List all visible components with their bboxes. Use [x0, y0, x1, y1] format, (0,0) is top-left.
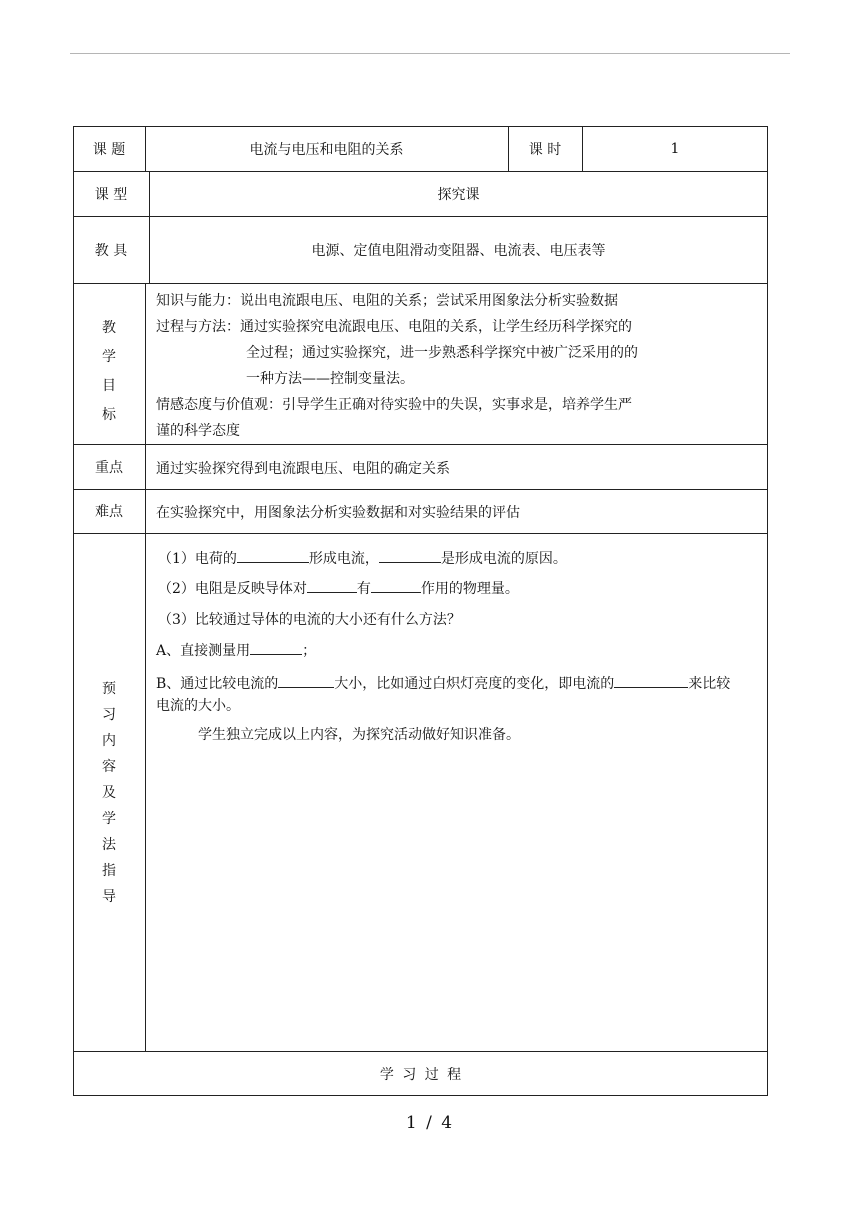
key-point-label: 重点: [95, 459, 123, 476]
difficulty-value: 在实验探究中，用图象法分析实验数据和对实验结果的评估: [156, 505, 520, 521]
answer-blank[interactable]: [379, 548, 441, 563]
row-divider: [73, 283, 768, 284]
header-rule: [70, 53, 790, 54]
row-divider: [73, 489, 768, 490]
preview-label-char: 法: [102, 837, 116, 853]
answer-blank[interactable]: [614, 673, 688, 688]
objective-knowledge: 知识与能力：说出电流跟电压、电阻的关系；尝试采用图象法分析实验数据: [156, 293, 618, 309]
lesson-type-value: 探究课: [437, 186, 480, 203]
row-divider: [73, 533, 768, 534]
preview-label-char: 习: [102, 707, 116, 723]
period-label: 课 时: [528, 141, 562, 158]
teaching-aids-label: 教 具: [94, 242, 128, 259]
lesson-type-label: 课 型: [94, 186, 128, 203]
key-point-value: 通过实验探究得到电流跟电压、电阻的确定关系: [156, 461, 450, 477]
answer-blank[interactable]: [278, 673, 334, 688]
objective-attitude-cont: 谨的科学态度: [156, 423, 240, 439]
preview-option-b-cont: 电流的大小。: [156, 698, 240, 714]
preview-label-char: 内: [102, 733, 116, 749]
objective-process-cont: 全过程；通过实验探究，进一步熟悉科学探究中被广泛采用的的: [246, 345, 638, 361]
row-divider: [73, 444, 768, 445]
page-number: 1 / 4: [405, 1113, 455, 1133]
preview-question-3: （3）比较通过导体的电流的大小还有什么方法？: [158, 612, 461, 628]
preview-note: 学生独立完成以上内容，为探究活动做好知识准备。: [198, 727, 520, 743]
objective-process: 过程与方法：通过实验探究电流跟电压、电阻的关系，让学生经历科学探究的: [156, 319, 632, 335]
preview-question-2: （2）电阻是反映导体对 有 作用的物理量。: [158, 578, 519, 598]
topic-value: 电流与电压和电阻的关系: [249, 141, 404, 158]
answer-blank[interactable]: [307, 578, 357, 593]
period-value: 1: [670, 140, 680, 157]
preview-option-b: B、通过比较电流的 大小，比如通过白炽灯亮度的变化，即电流的 来比较: [156, 673, 730, 693]
objective-attitude: 情感态度与价值观：引导学生正确对待实验中的失误，实事求是，培养学生严: [156, 397, 632, 413]
answer-blank[interactable]: [250, 640, 302, 655]
objectives-label: [73, 314, 145, 430]
objective-process-cont: 一种方法——控制变量法。: [246, 371, 414, 387]
learning-process-heading: 学 习 过 程: [379, 1066, 462, 1083]
answer-blank[interactable]: [237, 548, 309, 563]
preview-label: [73, 676, 145, 910]
preview-label-char: 指: [102, 863, 116, 879]
preview-label-char: 及: [102, 785, 116, 801]
preview-label-char: 容: [102, 759, 116, 775]
preview-question-1: （1）电荷的 形成电流， 是形成电流的原因。: [158, 548, 567, 568]
preview-label-char: 导: [102, 889, 116, 905]
column-divider: [145, 283, 146, 1051]
objectives-label-char: 目: [102, 378, 116, 394]
topic-label: 课 题: [92, 141, 126, 158]
preview-label-char: 预: [102, 681, 116, 697]
objectives-label-char: 教: [102, 320, 116, 336]
preview-option-a: A、直接测量用 ；: [156, 640, 316, 660]
preview-label-char: 学: [102, 811, 116, 827]
answer-blank[interactable]: [371, 578, 421, 593]
teaching-aids-value: 电源、定值电阻滑动变阻器、电流表、电压表等: [311, 242, 606, 259]
difficulty-label: 难点: [95, 504, 123, 520]
objectives-label-char: 学: [102, 349, 116, 365]
objectives-label-char: 标: [102, 407, 116, 423]
